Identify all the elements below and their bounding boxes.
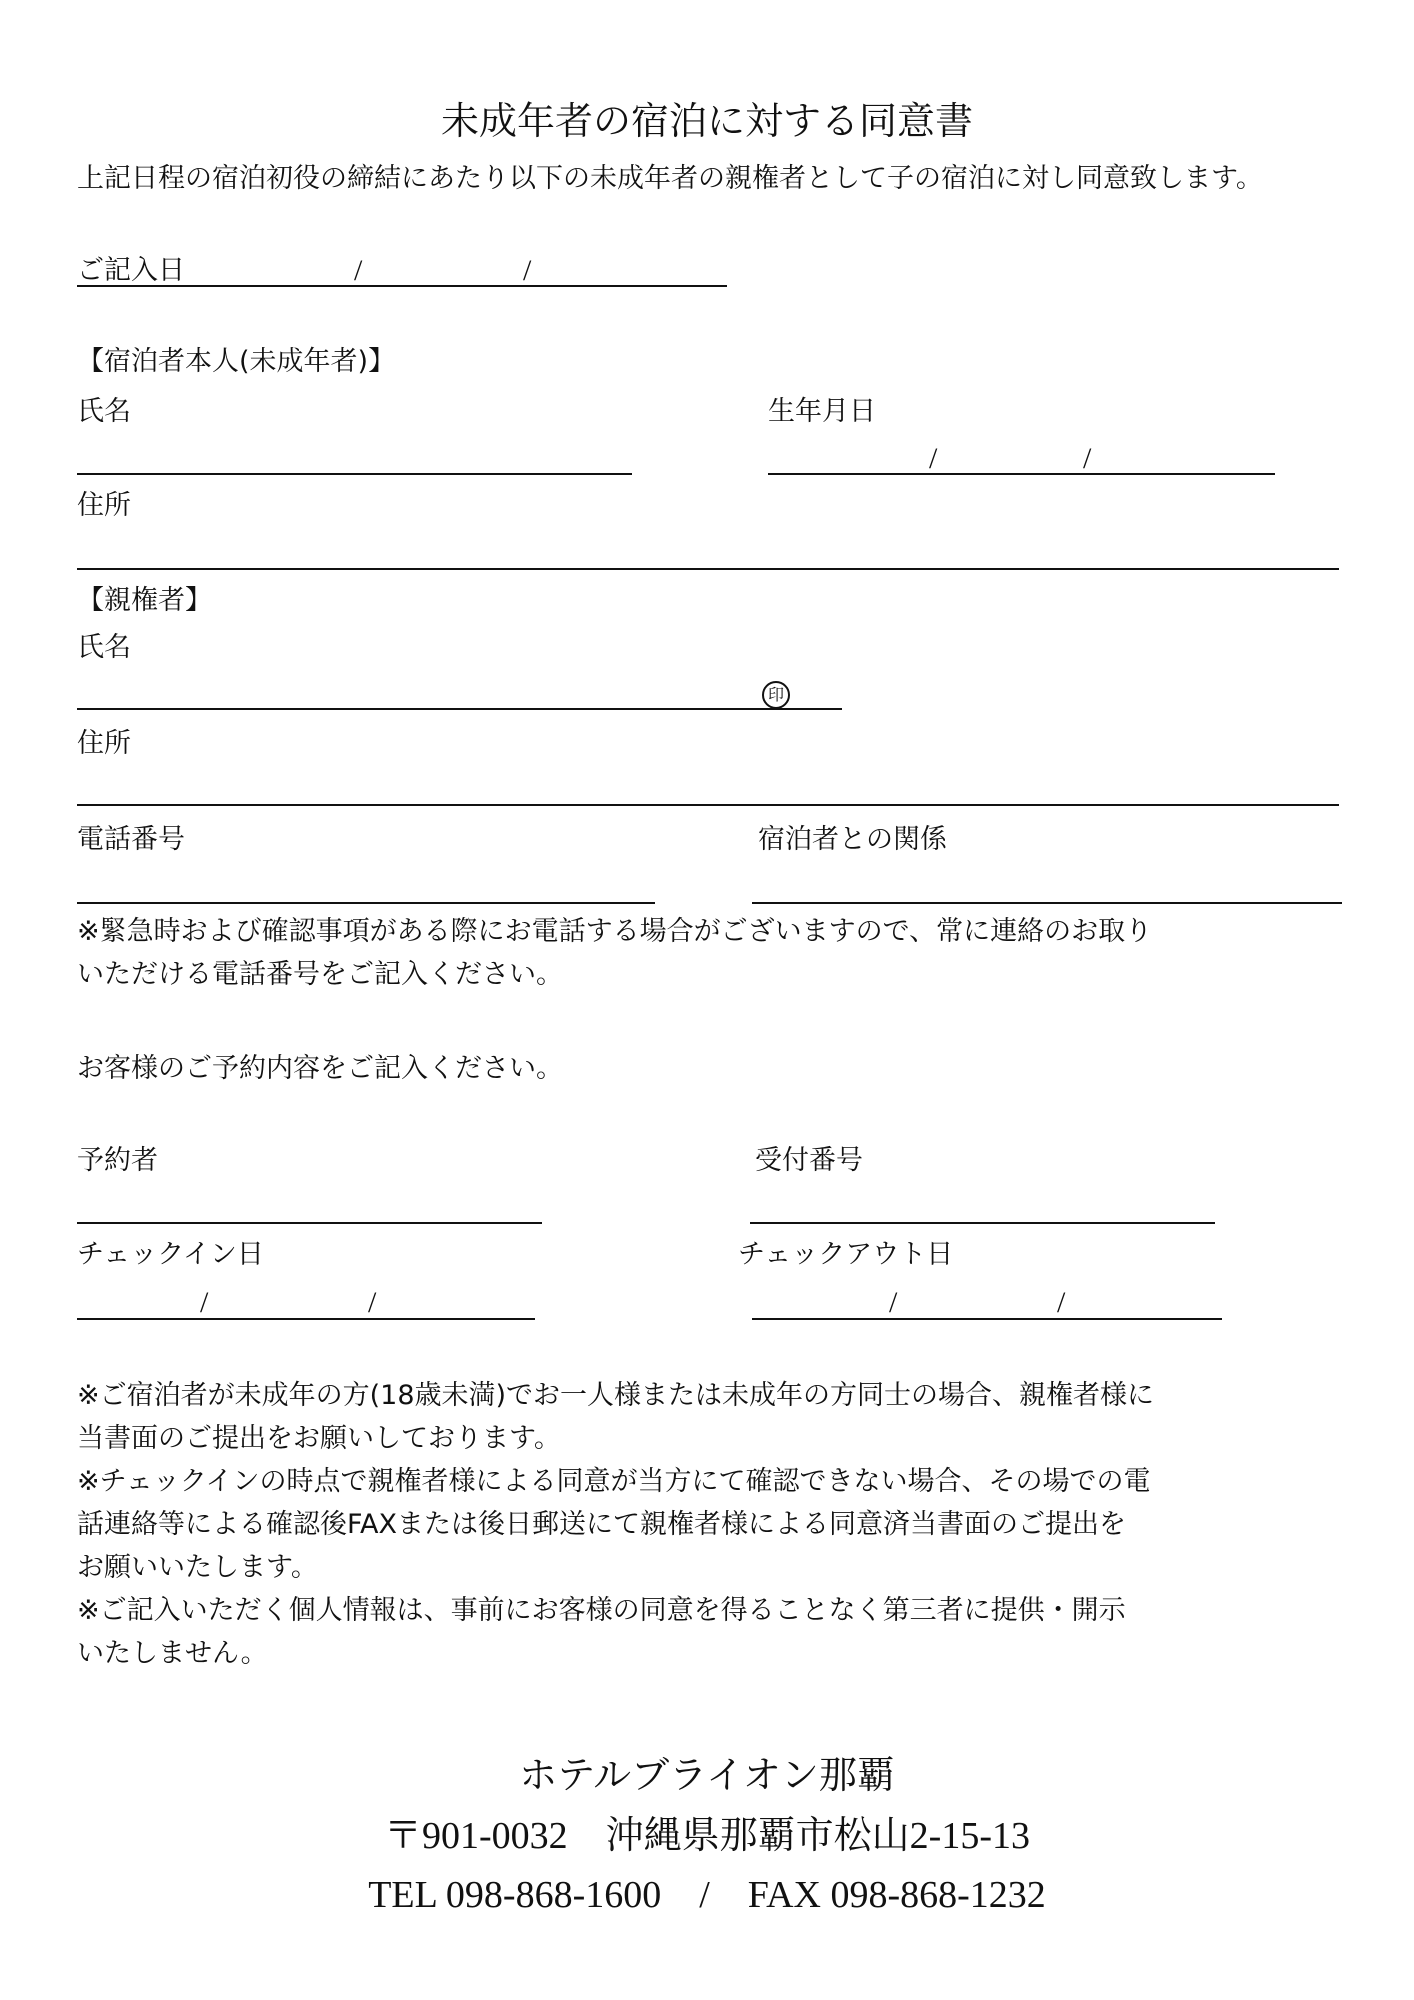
entry-date-field[interactable] [77, 285, 727, 287]
booker-label: 予約者 [77, 1145, 158, 1176]
note-line: ※チェックインの時点で親権者様による同意が当方にて確認できない場合、その場での電 [77, 1466, 1151, 1497]
entry-date-separator: / [523, 254, 532, 287]
guest-name-label: 氏名 [77, 396, 131, 427]
guest-address-field[interactable] [77, 568, 1339, 570]
checkout-separator: / [889, 1286, 898, 1319]
note-line: ※ご記入いただく個人情報は、事前にお客様の同意を得ることなく第三者に提供・開示 [77, 1595, 1126, 1626]
booker-field[interactable] [77, 1222, 542, 1224]
checkin-separator: / [200, 1286, 209, 1319]
entry-date-label: ご記入日 [77, 255, 185, 286]
guest-address-label: 住所 [77, 490, 131, 521]
guardian-note-line: いただける電話番号をご記入ください。 [77, 959, 563, 990]
receipt-number-field[interactable] [750, 1222, 1215, 1224]
checkin-label: チェックイン日 [77, 1239, 264, 1270]
guest-birthdate-field[interactable] [768, 473, 1275, 475]
hotel-address: 〒901-0032 沖縄県那覇市松山2-15-13 [384, 1815, 1030, 1857]
entry-date-separator: / [354, 254, 363, 287]
checkin-field[interactable] [77, 1318, 535, 1320]
relation-field[interactable] [752, 902, 1342, 904]
seal-mark: 印 [762, 681, 790, 709]
reservation-intro: お客様のご予約内容をご記入ください。 [77, 1053, 563, 1084]
guardian-note [77, 910, 1152, 996]
checkout-label: チェックアウト日 [738, 1239, 954, 1270]
phone-label: 電話番号 [77, 824, 185, 855]
birthdate-separator: / [1083, 442, 1092, 475]
guardian-name-label: 氏名 [77, 632, 131, 663]
guardian-name-field[interactable] [77, 708, 842, 710]
guardian-note-line: ※緊急時および確認事項がある際にお電話する場合がございますので、常に連絡のお取り [77, 916, 1153, 947]
notes-block [77, 1374, 1154, 1675]
guest-birthdate-label: 生年月日 [768, 396, 876, 427]
note-line: お願いいたします。 [77, 1552, 318, 1583]
intro-text: 上記日程の宿泊初役の締結にあたり以下の未成年者の親権者として子の宿泊に対し同意致します。 [77, 163, 1263, 194]
hotel-name: ホテルブライオン那覇 [519, 1755, 895, 1797]
guest-name-field[interactable] [77, 473, 632, 475]
checkout-field[interactable] [752, 1318, 1222, 1320]
hotel-contact: TEL 098-868-1600 / FAX 098-868-1232 [368, 1874, 1046, 1916]
note-line: いたしません。 [77, 1638, 268, 1669]
checkout-separator: / [1057, 1286, 1066, 1319]
relation-label: 宿泊者との関係 [758, 824, 947, 855]
birthdate-separator: / [929, 442, 938, 475]
phone-field[interactable] [77, 902, 655, 904]
document-title: 未成年者の宿泊に対する同意書 [440, 99, 973, 143]
guardian-address-label: 住所 [77, 728, 131, 759]
guest-section-heading: 【宿泊者本人(未成年者)】 [77, 346, 396, 377]
checkin-separator: / [368, 1286, 377, 1319]
note-line: 話連絡等による確認後FAXまたは後日郵送にて親権者様による同意済当書面のご提出を [77, 1509, 1127, 1540]
note-line: ※ご宿泊者が未成年の方(18歳未満)でお一人様または未成年の方同士の場合、親権者様に [77, 1380, 1155, 1411]
guardian-address-field[interactable] [77, 804, 1339, 806]
receipt-number-label: 受付番号 [755, 1145, 863, 1176]
note-line: 当書面のご提出をお願いしております。 [77, 1423, 561, 1454]
guardian-section-heading: 【親権者】 [77, 585, 212, 616]
